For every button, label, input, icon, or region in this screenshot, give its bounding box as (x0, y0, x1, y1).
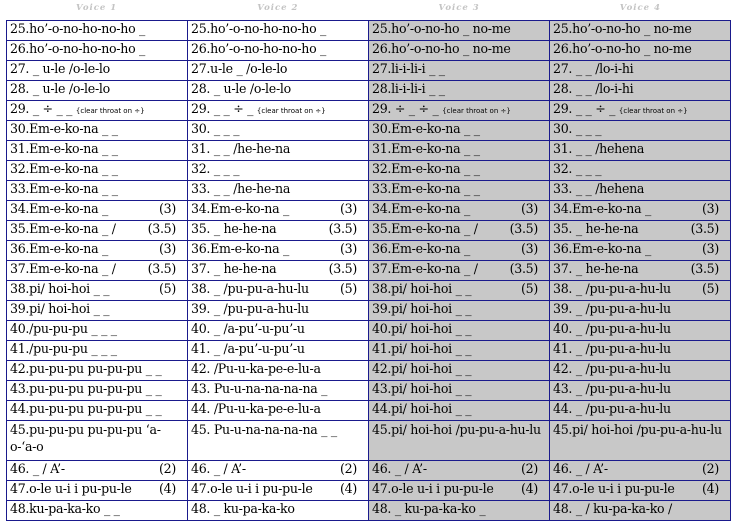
beat-count: (3) (159, 241, 176, 256)
voice-2-cell (188, 461, 369, 481)
voice-3-cell (369, 341, 550, 361)
lyric-text: 44.pu-pu-pu pu-pu-pu _ _ (10, 401, 162, 416)
lyric-text: 45.pi/ hoi-hoi /pu-pu-a-hu-lu (553, 422, 722, 437)
lyric-text: 27. _ _ /lo-i-hi (553, 61, 634, 76)
lyric-text: 35. _ he-he-na (191, 221, 277, 236)
lyric-text: 38.pi/ hoi-hoi _ _ (372, 281, 472, 296)
lyric-text: 29. _ _ ÷ _ {clear throat on ÷} (191, 101, 326, 116)
score-row (7, 381, 731, 401)
voice-4-cell (550, 281, 731, 301)
voice-4-cell (550, 141, 731, 161)
voice-4-cell (550, 501, 731, 521)
lyric-text: 25.ho’-o-no-ho-no-ho _ (10, 21, 146, 36)
voice-2-cell (188, 481, 369, 501)
lyric-text: 37.Em-e-ko-na _ / (10, 261, 116, 276)
voice-2-cell (188, 61, 369, 81)
voice-1-cell (7, 401, 188, 421)
lyric-text: 36.Em-e-ko-na _ (553, 241, 652, 256)
voice-1-cell (7, 21, 188, 41)
voice-score-table (6, 20, 731, 521)
lyric-text: 33. _ _ /he-he-na (191, 181, 291, 196)
lyric-text: 33.Em-e-ko-na _ _ (372, 181, 480, 196)
lyric-text: 47.o-le u-i i pu-pu-le (10, 481, 132, 496)
lyric-text: 42.pu-pu-pu pu-pu-pu _ _ (10, 361, 162, 376)
lyric-text: 38. _ /pu-pu-a-hu-lu (191, 281, 309, 296)
voice-2-cell (188, 321, 369, 341)
lyric-text: 34.Em-e-ko-na _ (553, 201, 652, 216)
score-row (7, 181, 731, 201)
lyric-text: 33.Em-e-ko-na _ _ (10, 181, 118, 196)
lyric-text: 27. _ u-le /o-le-lo (10, 61, 110, 76)
score-body (7, 21, 731, 521)
voice-2-cell (188, 41, 369, 61)
voice-3-cell (369, 181, 550, 201)
voice-3-cell (369, 421, 550, 461)
voice-header-row (6, 0, 731, 20)
voice-3-cell (369, 81, 550, 101)
beat-count: (4) (159, 481, 176, 496)
voice-1-cell (7, 281, 188, 301)
score-row (7, 401, 731, 421)
score-row (7, 241, 731, 261)
lyric-text: 46. _ / A’- (553, 461, 608, 476)
lyric-text: 34.Em-e-ko-na _ (191, 201, 290, 216)
score-row (7, 201, 731, 221)
beat-count: (3) (702, 241, 719, 256)
voice-4-cell (550, 481, 731, 501)
voice-3-cell (369, 141, 550, 161)
lyric-text: 32. _ _ _ (191, 161, 240, 176)
lyric-text: 36.Em-e-ko-na _ (372, 241, 471, 256)
lyric-text: 48.ku-pa-ka-ko _ _ (10, 501, 120, 516)
voice-4-cell (550, 261, 731, 281)
voice-2-cell (188, 281, 369, 301)
score-row (7, 361, 731, 381)
lyric-text: 25.ho’-o-no-ho _ no-me (553, 21, 692, 36)
beat-count: (3) (159, 201, 176, 216)
voice-3-cell (369, 301, 550, 321)
clear-throat-note: {clear throat on ÷} (256, 107, 326, 115)
beat-count: (5) (702, 281, 719, 296)
beat-count: (3.5) (690, 261, 719, 276)
voice-header: Voice 3 (438, 3, 480, 13)
score-row (7, 101, 731, 121)
voice-3-cell (369, 41, 550, 61)
score-row (7, 21, 731, 41)
voice-3-cell (369, 61, 550, 81)
lyric-text: 29. _ _ ÷ _ {clear throat on ÷} (553, 101, 688, 116)
clear-throat-note: {clear throat on ÷} (75, 107, 145, 115)
voice-1-cell (7, 81, 188, 101)
voice-3-cell (369, 401, 550, 421)
lyric-text: 36.Em-e-ko-na _ (191, 241, 290, 256)
score-row (7, 141, 731, 161)
voice-1-cell (7, 461, 188, 481)
score-row (7, 301, 731, 321)
lyric-text: 35. _ he-he-na (553, 221, 639, 236)
beat-count: (3.5) (328, 221, 357, 236)
score-row (7, 261, 731, 281)
voice-4-cell (550, 401, 731, 421)
lyric-text: 40.pi/ hoi-hoi _ _ (372, 321, 472, 336)
voice-4-cell (550, 241, 731, 261)
voice-2-cell (188, 241, 369, 261)
voice-4-cell (550, 361, 731, 381)
beat-count: (5) (340, 281, 357, 296)
lyric-text: 46. _ / A’- (10, 461, 65, 476)
voice-4-cell (550, 41, 731, 61)
lyric-text: 43. _ /pu-pu-a-hu-lu (553, 381, 671, 396)
voice-3-cell (369, 21, 550, 41)
voice-4-cell (550, 81, 731, 101)
voice-1-cell (7, 321, 188, 341)
lyric-text: 39. _ /pu-pu-a-hu-lu (553, 301, 671, 316)
lyric-text: 39. _ /pu-pu-a-hu-lu (191, 301, 309, 316)
beat-count: (4) (702, 481, 719, 496)
voice-3-cell (369, 361, 550, 381)
voice-3-cell (369, 221, 550, 241)
score-row (7, 501, 731, 521)
lyric-text: 37. _ he-he-na (191, 261, 277, 276)
lyric-text: 41. _ /pu-pu-a-hu-lu (553, 341, 671, 356)
lyric-text: 47.o-le u-i i pu-pu-le (372, 481, 494, 496)
beat-count: (3) (702, 201, 719, 216)
lyric-text: 30.Em-e-ko-na _ _ (372, 121, 480, 136)
lyric-text: 40. _ /a-pu’-u-pu’-u (191, 321, 305, 336)
voice-1-cell (7, 381, 188, 401)
voice-2-cell (188, 301, 369, 321)
beat-count: (2) (159, 461, 176, 476)
lyric-text: 31.Em-e-ko-na _ _ (10, 141, 118, 156)
lyric-text: 45. Pu-u-na-na-na-na _ _ (191, 422, 337, 437)
voice-1-cell (7, 41, 188, 61)
lyric-text: 32.Em-e-ko-na _ _ (10, 161, 118, 176)
voice-3-cell (369, 101, 550, 121)
voice-4-cell (550, 381, 731, 401)
voice-3-cell (369, 201, 550, 221)
voice-4-cell (550, 101, 731, 121)
voice-3-cell (369, 461, 550, 481)
lyric-text: 39.pi/ hoi-hoi _ _ (10, 301, 110, 316)
lyric-text: 48. _ ku-pa-ka-ko (191, 501, 295, 516)
lyric-text: 39.pi/ hoi-hoi _ _ (372, 301, 472, 316)
lyric-text: 29. _ ÷ _ _ {clear throat on ÷} (10, 101, 145, 116)
beat-count: (3) (340, 241, 357, 256)
lyric-text: 42. _ /pu-pu-a-hu-lu (553, 361, 671, 376)
lyric-text: 42. /Pu-u-ka-pe-e-lu-a (191, 361, 321, 376)
clear-throat-note: {clear throat on ÷} (618, 107, 688, 115)
voice-1-cell (7, 201, 188, 221)
beat-count: (3.5) (509, 221, 538, 236)
voice-4-cell (550, 321, 731, 341)
voice-2-cell (188, 261, 369, 281)
voice-3-cell (369, 381, 550, 401)
beat-count: (3) (521, 201, 538, 216)
lyric-text: 27.u-le _ /o-le-lo (191, 61, 288, 76)
lyric-text: 47.o-le u-i i pu-pu-le (553, 481, 675, 496)
voice-1-cell (7, 101, 188, 121)
voice-4-cell (550, 161, 731, 181)
lyric-text: 40./pu-pu-pu _ _ _ (10, 321, 117, 336)
voice-1-cell (7, 121, 188, 141)
voice-2-cell (188, 21, 369, 41)
beat-count: (3.5) (509, 261, 538, 276)
beat-count: (3) (340, 201, 357, 216)
lyric-text: 32.Em-e-ko-na _ _ (372, 161, 480, 176)
lyric-text: 30.Em-e-ko-na _ _ (10, 121, 118, 136)
voice-4-cell (550, 181, 731, 201)
voice-3-cell (369, 481, 550, 501)
lyric-text: 31. _ _ /hehena (553, 141, 645, 156)
lyric-text: 48. _ / ku-pa-ka-ko / (553, 501, 672, 516)
voice-3-cell (369, 501, 550, 521)
lyric-text: 26.ho’-o-no-ho _ no-me (372, 41, 511, 56)
lyric-text: 30. _ _ _ (553, 121, 602, 136)
lyric-text: 43.pi/ hoi-hoi _ _ (372, 381, 472, 396)
voice-1-cell (7, 61, 188, 81)
voice-1-cell (7, 481, 188, 501)
lyric-text: 32. _ _ _ (553, 161, 602, 176)
score-row (7, 281, 731, 301)
lyric-text: 33. _ _ /hehena (553, 181, 645, 196)
voice-3-cell (369, 281, 550, 301)
voice-4-cell (550, 201, 731, 221)
lyric-text: 41./pu-pu-pu _ _ _ (10, 341, 117, 356)
lyric-text: 48. _ ku-pa-ka-ko _ (372, 501, 486, 516)
lyric-text: 44.pi/ hoi-hoi _ _ (372, 401, 472, 416)
lyric-text: 26.ho’-o-no-ho-no-ho _ (191, 41, 327, 56)
lyric-text: 43.pu-pu-pu pu-pu-pu _ _ (10, 381, 162, 396)
voice-1-cell (7, 181, 188, 201)
voice-2-cell (188, 121, 369, 141)
lyric-text: 31. _ _ /he-he-na (191, 141, 291, 156)
beat-count: (4) (340, 481, 357, 496)
voice-1-cell (7, 501, 188, 521)
voice-1-cell (7, 361, 188, 381)
lyric-text: 28. _ u-le /o-le-lo (10, 81, 110, 96)
voice-2-cell (188, 341, 369, 361)
lyric-text: 38. _ /pu-pu-a-hu-lu (553, 281, 671, 296)
lyric-text: 42.pi/ hoi-hoi _ _ (372, 361, 472, 376)
lyric-text: 38.pi/ hoi-hoi _ _ (10, 281, 110, 296)
lyric-text: 30. _ _ _ (191, 121, 240, 136)
voice-header: Voice 2 (257, 3, 299, 13)
score-row (7, 41, 731, 61)
voice-2-cell (188, 381, 369, 401)
lyric-text: 41.pi/ hoi-hoi _ _ (372, 341, 472, 356)
voice-1-cell (7, 421, 188, 461)
lyric-text: 35.Em-e-ko-na _ / (10, 221, 116, 236)
beat-count: (3) (521, 241, 538, 256)
lyric-text: 45.pi/ hoi-hoi /pu-pu-a-hu-lu (372, 422, 541, 437)
voice-2-cell (188, 101, 369, 121)
score-row (7, 421, 731, 461)
voice-2-cell (188, 141, 369, 161)
voice-2-cell (188, 221, 369, 241)
beat-count: (3.5) (690, 221, 719, 236)
lyric-text: 37. _ he-he-na (553, 261, 639, 276)
lyric-text: 36.Em-e-ko-na _ (10, 241, 109, 256)
voice-3-cell (369, 161, 550, 181)
beat-count: (5) (159, 281, 176, 296)
voice-header: Voice 4 (619, 3, 661, 13)
voice-1-cell (7, 241, 188, 261)
voice-3-cell (369, 121, 550, 141)
lyric-text: 34.Em-e-ko-na _ (372, 201, 471, 216)
clear-throat-note: {clear throat on ÷} (442, 107, 511, 115)
lyric-text: 34.Em-e-ko-na _ (10, 201, 109, 216)
voice-header: Voice 1 (76, 3, 118, 13)
lyric-text: 27.li-i-li-i _ _ (372, 61, 445, 76)
lyric-text: 25.ho’-o-no-ho _ no-me (372, 21, 511, 36)
voice-2-cell (188, 181, 369, 201)
beat-count: (4) (521, 481, 538, 496)
beat-count: (2) (521, 461, 538, 476)
lyric-text: 46. _ / A’- (372, 461, 427, 476)
lyric-text: 28. _ u-le /o-le-lo (191, 81, 291, 96)
lyric-text: 26.ho’-o-no-ho-no-ho _ (10, 41, 146, 56)
beat-count: (5) (521, 281, 538, 296)
voice-1-cell (7, 161, 188, 181)
voice-4-cell (550, 21, 731, 41)
lyric-text: 35.Em-e-ko-na _ / (372, 221, 478, 236)
lyric-text: 45.pu-pu-pu pu-pu-pu ‘a-o-‘a-o (10, 422, 161, 454)
lyric-text: 31.Em-e-ko-na _ _ (372, 141, 480, 156)
voice-1-cell (7, 261, 188, 281)
lyric-text: 26.ho’-o-no-ho _ no-me (553, 41, 692, 56)
lyric-text: 29. ÷ _ ÷ _ {clear throat on ÷} (372, 101, 511, 116)
lyric-text: 41. _ /a-pu’-u-pu’-u (191, 341, 305, 356)
score-row (7, 221, 731, 241)
voice-1-cell (7, 221, 188, 241)
voice-2-cell (188, 401, 369, 421)
voice-4-cell (550, 61, 731, 81)
score-row (7, 81, 731, 101)
voice-2-cell (188, 421, 369, 461)
voice-2-cell (188, 501, 369, 521)
voice-3-cell (369, 321, 550, 341)
voice-1-cell (7, 141, 188, 161)
voice-2-cell (188, 201, 369, 221)
lyric-text: 37.Em-e-ko-na _ / (372, 261, 478, 276)
voice-3-cell (369, 261, 550, 281)
lyric-text: 44. _ /pu-pu-a-hu-lu (553, 401, 671, 416)
score-row (7, 61, 731, 81)
score-row (7, 161, 731, 181)
score-row (7, 481, 731, 501)
lyric-text: 28. _ _ /lo-i-hi (553, 81, 634, 96)
lyric-text: 46. _ / A’- (191, 461, 246, 476)
voice-3-cell (369, 241, 550, 261)
voice-4-cell (550, 301, 731, 321)
voice-4-cell (550, 221, 731, 241)
score-row (7, 461, 731, 481)
score-row (7, 341, 731, 361)
voice-4-cell (550, 461, 731, 481)
beat-count: (3.5) (147, 261, 176, 276)
voice-4-cell (550, 121, 731, 141)
voice-2-cell (188, 361, 369, 381)
lyric-text: 47.o-le u-i i pu-pu-le (191, 481, 313, 496)
beat-count: (3.5) (328, 261, 357, 276)
score-row (7, 121, 731, 141)
voice-4-cell (550, 341, 731, 361)
beat-count: (2) (340, 461, 357, 476)
lyric-text: 28.li-i-li-i _ _ (372, 81, 445, 96)
voice-4-cell (550, 421, 731, 461)
lyric-text: 25.ho’-o-no-ho-no-ho _ (191, 21, 327, 36)
beat-count: (3.5) (147, 221, 176, 236)
lyric-text: 40. _ /pu-pu-a-hu-lu (553, 321, 671, 336)
voice-2-cell (188, 81, 369, 101)
lyric-text: 43. Pu-u-na-na-na-na _ (191, 381, 328, 396)
beat-count: (2) (702, 461, 719, 476)
lyric-text: 44. /Pu-u-ka-pe-e-lu-a (191, 401, 321, 416)
voice-1-cell (7, 341, 188, 361)
score-row (7, 321, 731, 341)
voice-2-cell (188, 161, 369, 181)
voice-1-cell (7, 301, 188, 321)
